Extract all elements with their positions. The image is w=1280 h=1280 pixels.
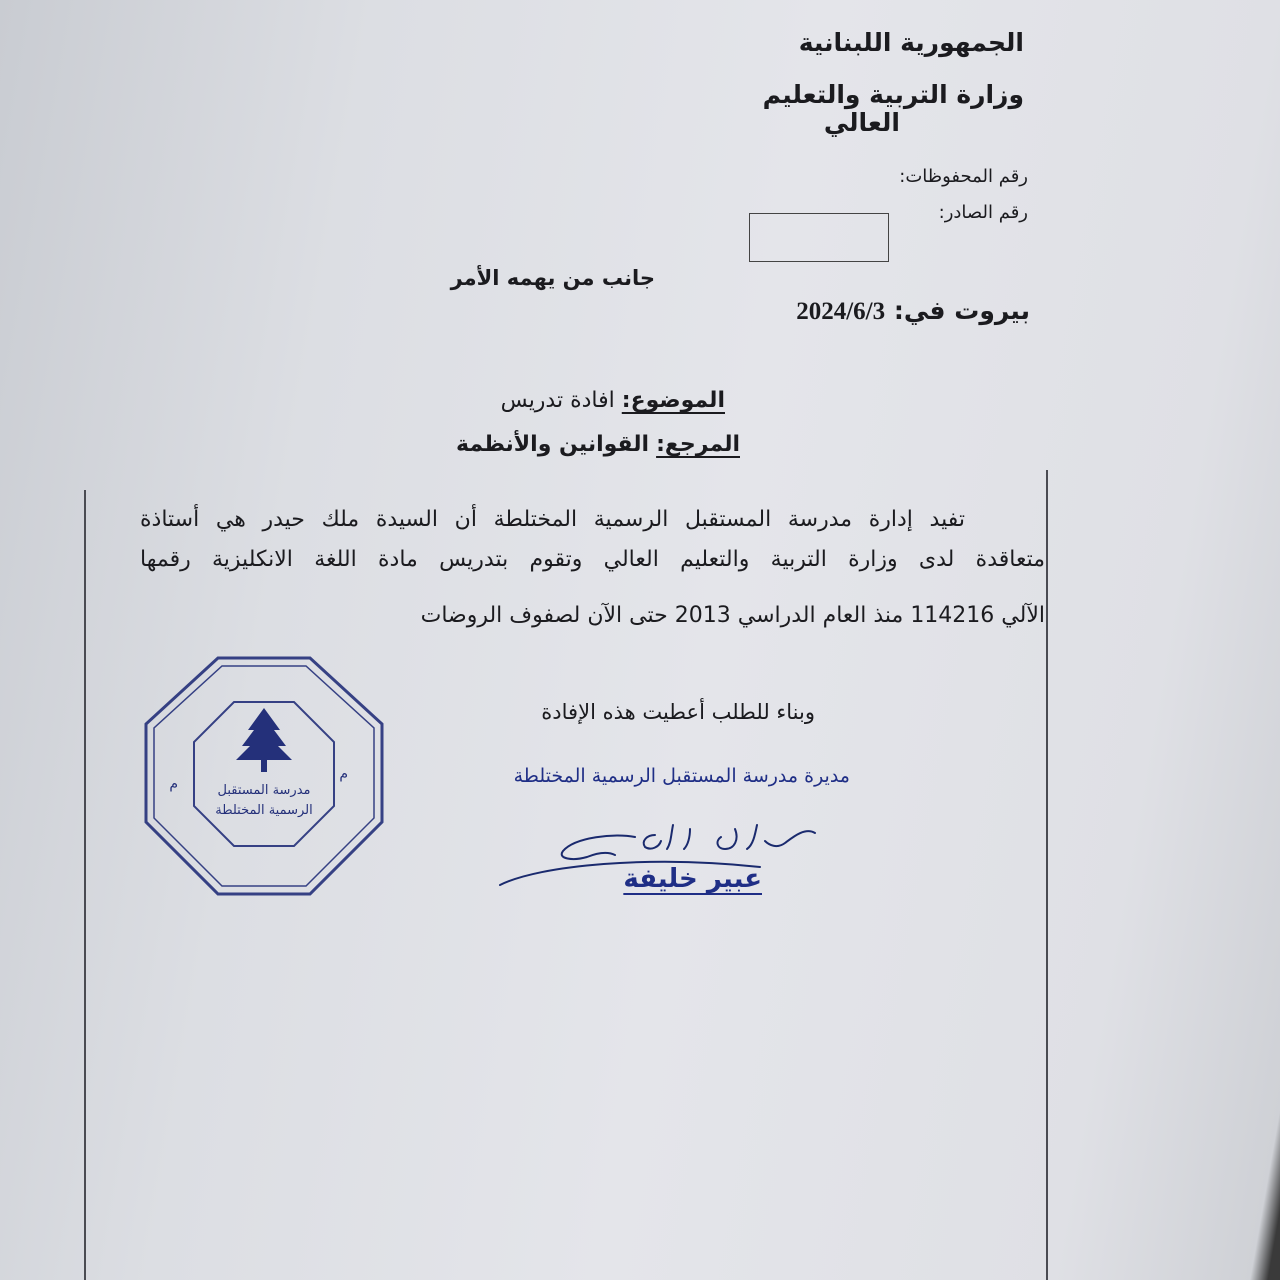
- svg-text:مدرسة المستقبل: مدرسة المستقبل: [217, 783, 311, 798]
- reference-label: المرجع:: [656, 432, 740, 457]
- page-border-right: [1046, 470, 1048, 1280]
- outgoing-number-label: رقم الصادر:: [938, 202, 1028, 223]
- body-line-1: تفيد إدارة مدرسة المستقبل الرسمية المختلطة أن السيدة ملك حيدر هي أستاذة: [140, 507, 965, 532]
- reference-value: القوانين والأنظمة: [456, 432, 650, 457]
- body-line-3: الآلي 114216 منذ العام الدراسي 2013 حتى الآن لصفوف الروضات: [420, 603, 1045, 628]
- signer-title: مديرة مدرسة المستقبل الرسمية المختلطة: [513, 765, 850, 787]
- date-value: 2024/6/3: [796, 298, 886, 325]
- subject-value: افادة تدريس: [500, 388, 615, 413]
- date-label: بيروت في:: [893, 296, 1030, 325]
- official-stamp: [138, 652, 390, 900]
- archive-number-label: رقم المحفوظات:: [899, 166, 1028, 187]
- addressee: جانب من يهمه الأمر: [450, 266, 655, 290]
- svg-text:الرسمية المختلطة: الرسمية المختلطة: [215, 803, 313, 818]
- outgoing-number-box: [749, 213, 889, 262]
- page-border-left: [84, 490, 86, 1280]
- subject-line: [501, 388, 725, 413]
- subject-label: الموضوع:: [621, 388, 725, 413]
- header-ministry: وزارة التربية والتعليم: [762, 80, 1024, 109]
- body-line-2: متعاقدة لدى وزارة التربية والتعليم العالي وتقوم بتدريس مادة اللغة الانكليزية رقمها: [140, 547, 1045, 572]
- header-ministry-2: العالي: [823, 108, 900, 137]
- closing-statement: وبناء للطلب أعطيت هذه الإفادة: [541, 700, 815, 724]
- reference-line: [456, 432, 740, 457]
- svg-text:م: م: [339, 766, 348, 782]
- header-country: الجمهورية اللبنانية: [798, 28, 1024, 57]
- svg-text:م: م: [169, 776, 178, 792]
- cedar-tree-icon: [236, 708, 292, 760]
- date-line: [796, 296, 1030, 326]
- signer-name: عبير خليفة: [623, 864, 762, 894]
